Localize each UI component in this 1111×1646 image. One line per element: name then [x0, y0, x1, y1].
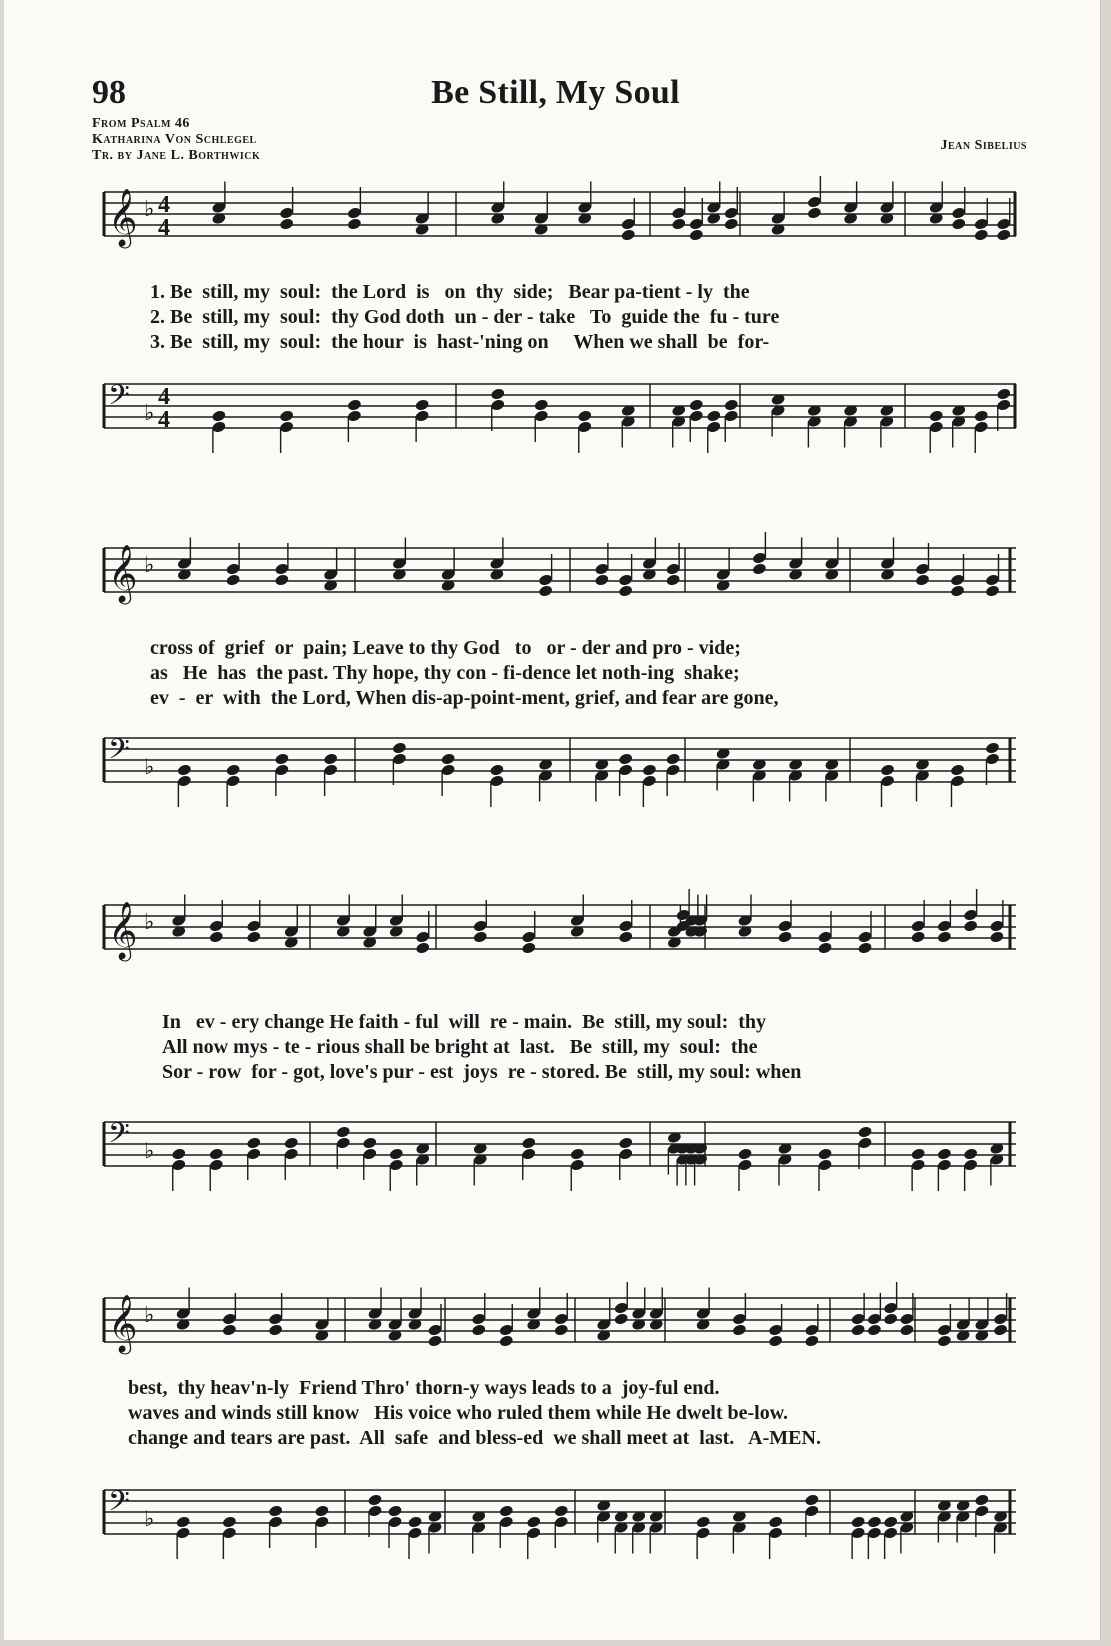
hymn-number: 98 — [92, 74, 126, 111]
system-4-bass-staff — [0, 1478, 1111, 1548]
bass-clef-icon: 𝄢 — [108, 1485, 130, 1525]
bass-clef-icon: 𝄢 — [108, 379, 130, 419]
treble-clef-icon: 𝄞 — [108, 901, 138, 959]
hymn-title: Be Still, My Soul — [431, 74, 680, 111]
system-4-verse-1: best, thy heav'n-ly Friend Thro' thorn-y ways leads to a joy-ful end. — [128, 1377, 720, 1399]
system-1-bass-staff — [0, 372, 1111, 442]
author: Katharina Von Schlegel — [92, 132, 257, 147]
system-3-verse-3: Sor - row for - got, love's pur - est joys re - stored. Be still, my soul: when — [162, 1061, 802, 1083]
bass-clef-icon: 𝄢 — [108, 733, 130, 773]
system-2-treble-staff — [0, 536, 1111, 606]
bass-clef-icon: 𝄢 — [108, 1117, 130, 1157]
translator: Tr. by Jane L. Borthwick — [92, 148, 261, 163]
system-1-verse-2: 2. Be still, my soul: thy God doth un - der - take To guide the fu - ture — [150, 306, 780, 328]
key-signature-flat-icon: ♭ — [144, 1507, 155, 1532]
system-3-bass-staff — [0, 1110, 1111, 1180]
key-signature-flat-icon: ♭ — [144, 401, 155, 426]
key-signature-flat-icon: ♭ — [144, 1303, 155, 1328]
svg-text:4: 4 — [158, 384, 170, 410]
treble-clef-icon: 𝄞 — [108, 188, 138, 246]
svg-text:4: 4 — [158, 407, 170, 433]
key-signature-flat-icon: ♭ — [144, 197, 155, 222]
scripture-source: From Psalm 46 — [92, 116, 190, 131]
key-signature-flat-icon: ♭ — [144, 755, 155, 780]
treble-clef-icon: 𝄞 — [108, 1294, 138, 1352]
composer: Jean Sibelius — [940, 138, 1027, 153]
treble-clef-icon: 𝄞 — [108, 544, 138, 602]
key-signature-flat-icon: ♭ — [144, 910, 155, 935]
system-2-bass-staff — [0, 726, 1111, 796]
system-2-verse-3: ev - er with the Lord, When dis-ap-point-ment, grief, and fear are gone, — [150, 687, 779, 709]
system-1-verse-3: 3. Be still, my soul: the hour is hast-'ning on When we shall be for- — [150, 331, 770, 353]
svg-text:4: 4 — [158, 215, 170, 241]
system-4-treble-staff — [0, 1286, 1111, 1356]
system-4-verse-3: change and tears are past. All safe and bless-ed we shall meet at last. A-MEN. — [128, 1427, 821, 1449]
system-3-verse-2: All now mys - te - rious shall be bright at last. Be still, my soul: the — [162, 1036, 758, 1058]
svg-text:4: 4 — [158, 192, 170, 218]
system-4-verse-2: waves and winds still know His voice who ruled them while He dwelt be-low. — [128, 1402, 789, 1424]
text-credits — [92, 116, 260, 164]
system-3-treble-staff — [0, 893, 1111, 963]
system-2-verse-1: cross of grief or pain; Leave to thy God to or - der and pro - vide; — [150, 637, 741, 659]
key-signature-flat-icon: ♭ — [144, 553, 155, 578]
system-1-verse-1: 1. Be still, my soul: the Lord is on thy side; Bear pa-tient - ly the — [150, 281, 750, 303]
system-1-treble-staff — [0, 180, 1111, 250]
system-3-verse-1: In ev - ery change He faith - ful will re - main. Be still, my soul: thy — [162, 1011, 767, 1033]
key-signature-flat-icon: ♭ — [144, 1139, 155, 1164]
system-2-verse-2: as He has the past. Thy hope, thy con - fi-dence let noth-ing shake; — [150, 662, 740, 684]
